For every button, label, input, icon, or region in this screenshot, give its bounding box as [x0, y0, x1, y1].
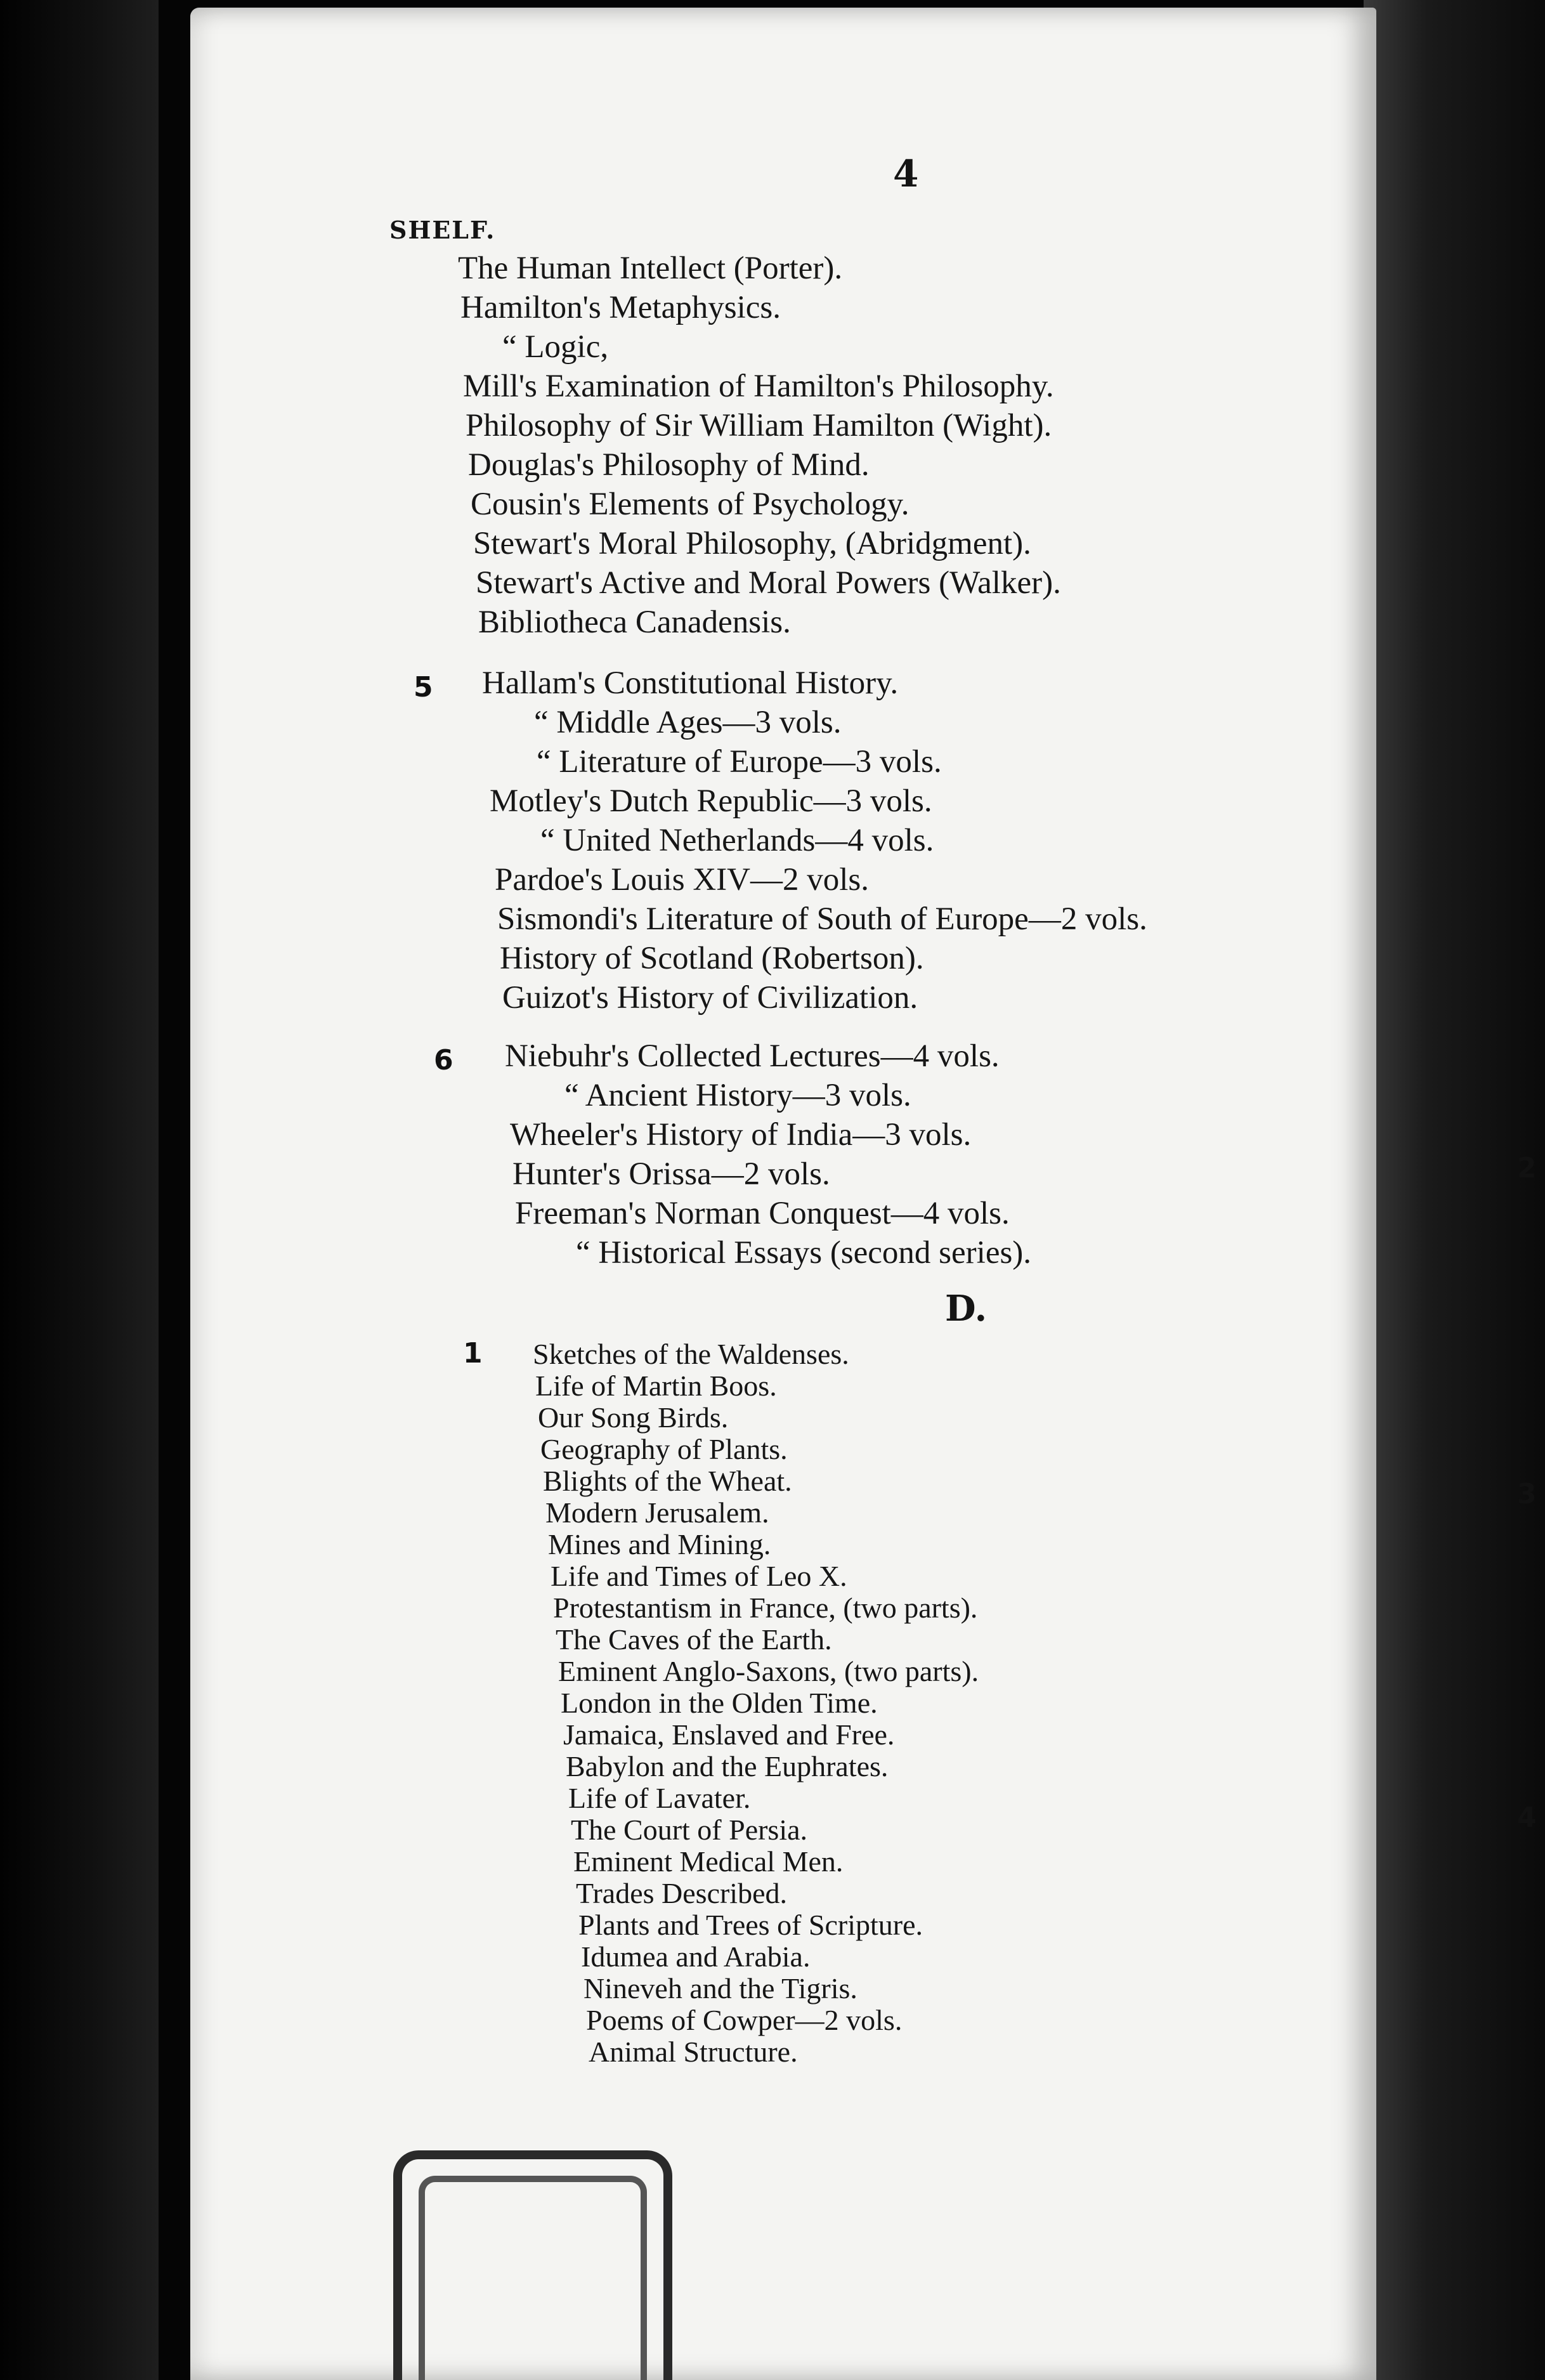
book-entry: London in the Olden Time. [561, 1687, 878, 1719]
book-entry: The Caves of the Earth. [556, 1623, 832, 1656]
page-edge [1364, 0, 1545, 2380]
binder-clip-inner [419, 2176, 647, 2380]
book-entry: Eminent Medical Men. [573, 1845, 844, 1878]
book-entry: Geography of Plants. [540, 1433, 788, 1465]
book-entry: Hamilton's Metaphysics. [460, 290, 781, 325]
book-entry: Bibliotheca Canadensis. [478, 605, 791, 640]
book-entry: Mill's Examination of Hamilton's Philosophy. [463, 369, 1054, 404]
book-entry: Sismondi's Literature of South of Europe—2 vols. [497, 901, 1147, 937]
page-number: 4 [893, 152, 919, 195]
book-entry: Freeman's Norman Conquest—4 vols. [515, 1196, 1010, 1231]
book-entry: Guizot's History of Civilization. [502, 980, 918, 1016]
margin-glyph: 2 [1517, 1152, 1537, 1184]
book-entry: “ Middle Ages—3 vols. [534, 705, 842, 740]
book-entry: “ Ancient History—3 vols. [564, 1078, 911, 1113]
book-entry: Nineveh and the Tigris. [583, 1972, 857, 2004]
margin-glyph: 4 [1517, 1801, 1537, 1834]
shelf-number: 1 [463, 1337, 483, 1370]
book-entry: Cousin's Elements of Psychology. [471, 487, 909, 522]
book-entry: Philosophy of Sir William Hamilton (Wight). [466, 408, 1052, 443]
book-entry: Niebuhr's Collected Lectures—4 vols. [505, 1038, 1000, 1074]
book-entry: “ United Netherlands—4 vols. [540, 823, 934, 858]
book-entry: Eminent Anglo-Saxons, (two parts). [558, 1655, 979, 1687]
book-entry: Trades Described. [576, 1877, 788, 1909]
margin-glyph: 3 [1517, 1478, 1537, 1510]
book-entry: “ Literature of Europe—3 vols. [537, 744, 942, 780]
book-entry: Sketches of the Waldenses. [533, 1338, 849, 1370]
book-entry: Babylon and the Euphrates. [566, 1750, 889, 1782]
book-entry: Wheeler's History of India—3 vols. [510, 1117, 972, 1153]
shelf-heading: SHELF. [389, 216, 496, 244]
book-entry: The Human Intellect (Porter). [458, 251, 843, 286]
book-entry: Poems of Cowper—2 vols. [586, 2004, 903, 2036]
book-entry: History of Scotland (Robertson). [500, 941, 924, 976]
book-entry: Pardoe's Louis XIV—2 vols. [495, 862, 869, 898]
book-entry: Modern Jerusalem. [545, 1496, 769, 1529]
book-entry: Stewart's Moral Philosophy, (Abridgment). [473, 526, 1031, 561]
book-entry: Plants and Trees of Scripture. [578, 1909, 923, 1941]
section-letter: D. [945, 1288, 988, 1330]
shelf-number: 6 [434, 1044, 453, 1076]
book-entry: Mines and Mining. [548, 1528, 771, 1560]
book-entry: Blights of the Wheat. [543, 1465, 792, 1497]
book-entry: Stewart's Active and Moral Powers (Walker). [476, 565, 1061, 601]
book-entry: Protestantism in France, (two parts). [553, 1592, 978, 1624]
shelf-number: 5 [414, 671, 433, 703]
book-entry: Life of Martin Boos. [535, 1370, 777, 1402]
book-entry: “ Logic, [502, 329, 609, 365]
book-entry: Hunter's Orissa—2 vols. [512, 1156, 830, 1192]
book-entry: Life and Times of Leo X. [551, 1560, 847, 1592]
book-entry: Life of Lavater. [568, 1782, 751, 1814]
book-entry: Motley's Dutch Republic—3 vols. [490, 783, 932, 819]
book-entry: Hallam's Constitutional History. [482, 665, 899, 701]
book-entry: Idumea and Arabia. [581, 1940, 811, 1973]
book-entry: The Court of Persia. [571, 1814, 808, 1846]
book-entry: “ Historical Essays (second series). [576, 1235, 1032, 1271]
book-entry: Our Song Birds. [538, 1401, 729, 1434]
book-entry: Douglas's Philosophy of Mind. [468, 447, 870, 483]
book-entry: Jamaica, Enslaved and Free. [563, 1718, 895, 1751]
binding-shadow [0, 0, 159, 2380]
book-entry: Animal Structure. [589, 2036, 798, 2068]
